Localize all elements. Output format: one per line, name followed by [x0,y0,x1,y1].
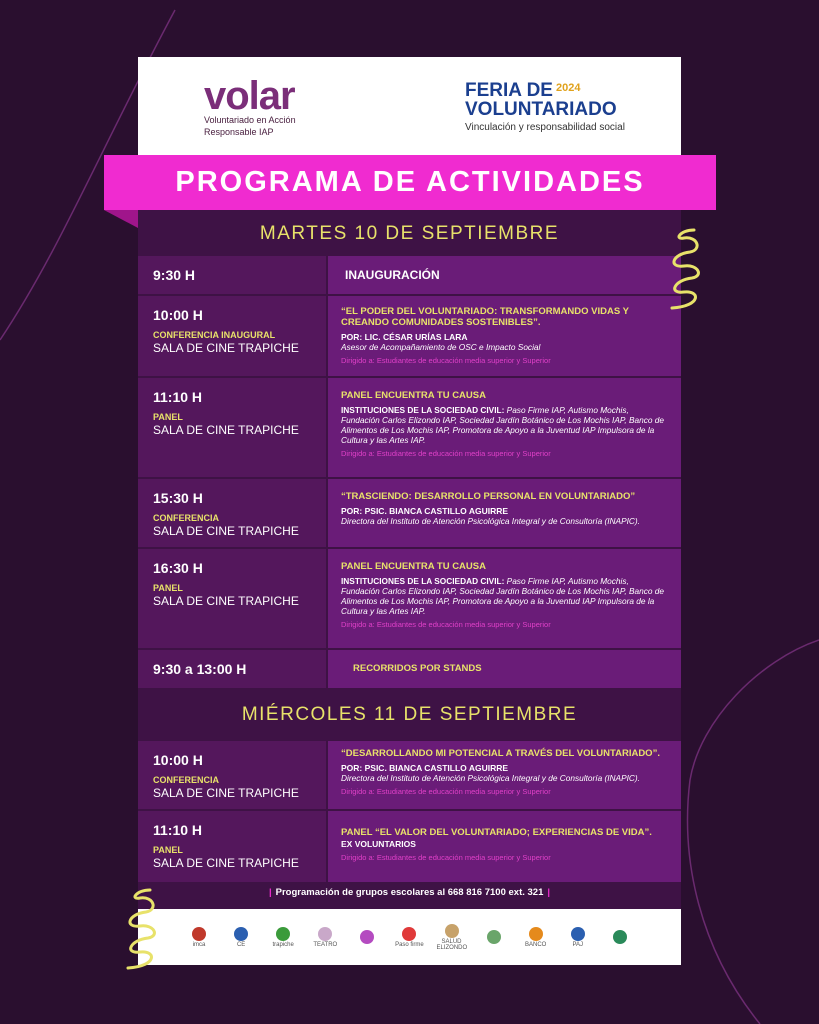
event-title: “EL PODER DEL VOLUNTARIADO: TRANSFORMANDO VIDAS Y CREANDO COMUNIDADES SOSTENIBLES”. [341,306,629,328]
event-time: 10:00 H [153,307,203,323]
event-speaker: POR: PSIC. BIANCA CASTILLO AGUIRRE [341,506,509,516]
volar-subtitle-1: Voluntariado en Acción [204,115,296,125]
event-kind: CONFERENCIA INAUGURAL [153,330,276,340]
sponsor-logo [563,927,593,948]
volar-logo [204,74,314,137]
sponsor-logo [605,930,635,945]
event-kind: PANEL [153,845,183,855]
event-title: “DESARROLLANDO MI POTENCIAL A TRAVÉS DEL VOLUNTARIADO”. [341,748,660,759]
sponsor-logo [437,924,467,951]
event-institutions-label: INSTITUCIONES DE LA SOCIEDAD CIVIL: [341,405,505,415]
event-kind: PANEL [153,412,183,422]
sponsor-mark-icon [360,930,374,944]
sponsor-name: CE [236,941,246,948]
sponsor-name: trapiche [272,941,294,948]
sponsor-name: BANCO [524,941,547,948]
feria-subtitle: Vinculación y responsabilidad social [465,122,625,133]
sponsor-mark-icon [571,927,585,941]
event-time: 11:10 H [153,822,203,838]
banner-fold [104,210,138,228]
feria-line1: FERIA DE [465,80,553,101]
event-place: SALA DE CINE TRAPICHE [153,856,299,870]
sponsor-logo [268,927,298,948]
sponsor-mark-icon [276,927,290,941]
event-row [138,549,681,648]
event-row [138,811,681,882]
event-speaker: POR: PSIC. BIANCA CASTILLO AGUIRRE [341,763,509,773]
event-time: 9:30 a 13:00 H [153,661,247,677]
event-title: “TRASCIENDO: DESARROLLO PERSONAL EN VOLUNTARIADO” [341,491,636,502]
event-row [138,256,681,294]
event-institutions-label: INSTITUCIONES DE LA SOCIEDAD CIVIL: [341,576,505,586]
title-banner [104,155,716,210]
event-audience: Dirigido a: Estudiantes de educación media superior y Superior [341,853,551,862]
event-title: PANEL ENCUENTRA TU CAUSA [341,561,486,572]
event-speaker-role: Directora del Instituto de Atención Psicológica Integral y de Consultoría (INAPIC). [341,516,640,526]
sponsor-logo [352,930,382,945]
feria-year: 2024 [555,82,581,94]
sponsor-name: TEATRO [313,941,338,948]
sponsor-name: SALUD ELIZONDO [436,938,468,951]
sponsor-mark-icon [192,927,206,941]
squiggle-decoration-bottom [118,888,160,970]
event-place: SALA DE CINE TRAPICHE [153,786,299,800]
event-speaker: POR: LIC. CÉSAR URÍAS LARA [341,332,468,342]
event-audience: Dirigido a: Estudiantes de educación media superior y Superior [341,356,551,365]
event-audience: Dirigido a: Estudiantes de educación media superior y Superior [341,449,551,458]
event-place: SALA DE CINE TRAPICHE [153,594,299,608]
sponsor-logo [310,927,340,948]
volar-wordmark: volar [204,74,295,118]
day-title-tuesday: MARTES 10 DE SEPTIEMBRE [259,223,560,244]
sponsor-logo [394,927,424,948]
sponsor-logos [138,909,681,965]
event-time: 10:00 H [153,752,203,768]
event-audience: Dirigido a: Estudiantes de educación media superior y Superior [341,620,551,629]
event-speaker-role: Directora del Instituto de Atención Psicológica Integral y de Consultoría (INAPIC). [341,773,640,783]
event-time: 16:30 H [153,560,203,576]
sponsor-mark-icon [234,927,248,941]
event-place: SALA DE CINE TRAPICHE [153,423,299,437]
feria-line2: VOLUNTARIADO [465,99,617,120]
sponsor-mark-icon [529,927,543,941]
sponsor-logo [226,927,256,948]
sponsor-logo [479,930,509,945]
event-time: 15:30 H [153,490,203,506]
banner-title: PROGRAMA DE ACTIVIDADES [175,166,645,198]
sponsor-logo [184,927,214,948]
event-row [138,650,681,688]
event-place: SALA DE CINE TRAPICHE [153,341,299,355]
event-kind: PANEL [153,583,183,593]
sponsor-mark-icon [402,927,416,941]
feria-logo [465,79,655,133]
sponsor-mark-icon [487,930,501,944]
footer-phone-note: Programación de grupos escolares al 668 816 7100 ext. 321 [275,887,544,898]
squiggle-decoration-top [662,228,704,310]
event-title: RECORRIDOS POR STANDS [353,663,482,674]
event-title: PANEL “EL VALOR DEL VOLUNTARIADO; EXPERIENCIAS DE VIDA”. [341,827,652,838]
event-row [138,378,681,477]
header-logos [138,57,681,155]
day-title-wednesday: MIÉRCOLES 11 DE SEPTIEMBRE [241,704,578,725]
sponsor-mark-icon [318,927,332,941]
footer-note: | Programación de grupos escolares al 668 816 7100 ext. 321 | [268,887,551,898]
event-time: 9:30 H [153,267,196,283]
volar-subtitle-2: Responsable IAP [204,127,274,137]
event-speaker: EX VOLUNTARIOS [341,839,416,849]
sponsor-name: Paso firme [395,941,424,948]
event-kind: CONFERENCIA [153,513,220,523]
sponsor-mark-icon [445,924,459,938]
event-row [138,479,681,547]
event-institutions: Paso Firme IAP, Autismo Mochis, Fundación Carlos Elizondo IAP, Sociedad Jardín Botánico de Los Mochis IAP, Banco de Alimentos de Los Mochis IAP, Promotora de Apoyo a la Juventud IAP Impulsora de la Cultura y las Artes IAP. [341,405,665,445]
event-place: SALA DE CINE TRAPICHE [153,524,299,538]
sponsor-mark-icon [613,930,627,944]
event-title: PANEL ENCUENTRA TU CAUSA [341,390,486,401]
event-kind: CONFERENCIA [153,775,220,785]
sponsor-name: imca [192,941,206,948]
event-row [138,741,681,809]
event-title: INAUGURACIÓN [345,268,440,282]
event-speaker-role: Asesor de Acompañamiento de OSC e Impacto Social [341,342,541,352]
event-time: 11:10 H [153,389,203,405]
event-audience: Dirigido a: Estudiantes de educación media superior y Superior [341,787,551,796]
event-row [138,296,681,376]
event-institutions: Paso Firme IAP, Autismo Mochis, Fundación Carlos Elizondo IAP, Sociedad Jardín Botánico de Los Mochis IAP, Banco de Alimentos de Los Mochis IAP, Promotora de Apoyo a la Juventud IAP Impulsora de la Cultura y las Artes IAP. [341,576,665,616]
sponsor-logo [521,927,551,948]
sponsor-name: PAJ [572,941,584,948]
